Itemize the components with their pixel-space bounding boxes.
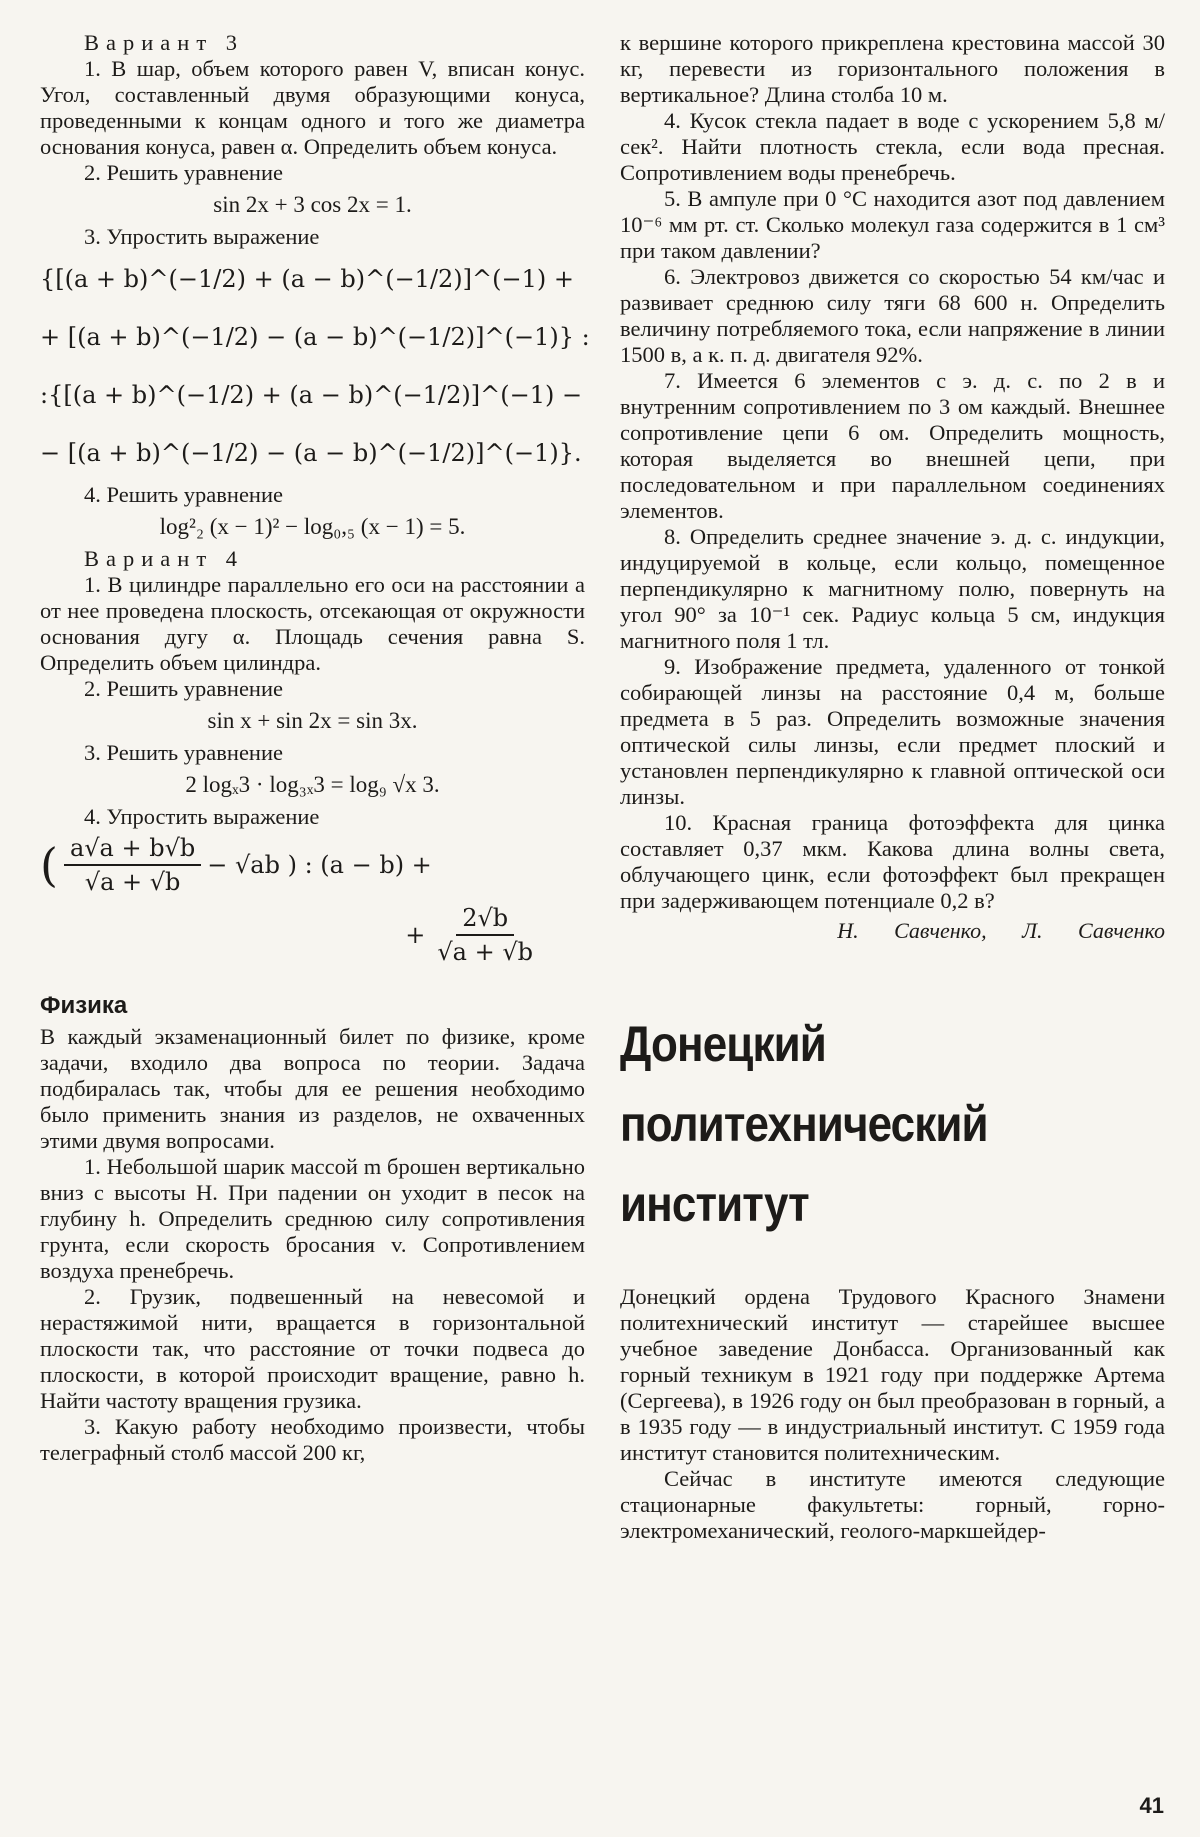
v3-expr-line-2: + [(a + b)^(−1/2) − (a − b)^(−1/2)]^(−1)} :	[40, 323, 590, 351]
v4-problem-2: 2. Решить уравнение	[84, 676, 283, 701]
v4-problem-4: 4. Упростить выражение	[84, 804, 320, 829]
variant-4-heading: Вариант 4	[84, 546, 245, 571]
physics-problem-2: 2. Грузик, подвешенный на невесомой и нерастяжимой нити, вращается в горизонтальной плоскости так, что расстояние от точки подвеса до плоскости, в которой происходит вращение, равно h. Найти частоту вращения грузика.	[40, 1284, 585, 1413]
v3-expr-line-4: − [(a + b)^(−1/2) − (a − b)^(−1/2)]^(−1)}.	[40, 439, 582, 467]
title-line-2: политехнический	[620, 1096, 988, 1152]
v4-problem-1: 1. В цилиндре параллельно его оси на расстоянии a от нее проведена плоскость, отсекающая от окружности основания дугу α. Площадь сечения равна S. Определить объем цилиндра.	[40, 572, 585, 675]
physics-problem-8: 8. Определить среднее значение э. д. с. индукции, индуцируемой в кольце, если кольцо, помещенное перпендикулярно к магнитному полю, повернуть на угол 90° за 10⁻¹ сек. Радиус кольца 5 см, индукция магнитного поля 1 тл.	[620, 524, 1165, 653]
open-paren: (	[40, 838, 58, 892]
left-column	[40, 30, 590, 1466]
title-line-3: институт	[620, 1176, 809, 1232]
physics-problem-10: 10. Красная граница фотоэффекта для цинка составляет 0,37 мкм. Какова длина волны света, облучающего цинк, если фотоэффект был прекращен при задерживающем потенциале 0,2 в?	[620, 810, 1165, 913]
v4-fraction-2-den: √a + √b	[437, 938, 533, 966]
variant-3-heading: Вариант 3	[84, 30, 245, 55]
v3-problem-4: 4. Решить уравнение	[84, 482, 283, 507]
v3-expr-line-3: :{[(a + b)^(−1/2) + (a − b)^(−1/2)]^(−1) −	[40, 381, 583, 409]
physics-intro: В каждый экзаменационный билет по физике, кроме задачи, входило два вопроса по теории. Задача подбиралась так, чтобы для ее решения необходимо было применить знания из разделов, не охваченных этими двумя вопросами.	[40, 1024, 585, 1153]
v3-equation-4: log²₂ (x − 1)² − log₀,₅ (x − 1) = 5.	[159, 514, 466, 539]
v3-expression	[40, 250, 590, 482]
v4-fraction-1-den: √a + √b	[84, 868, 181, 896]
v3-problem-1: 1. В шар, объем которого равен V, вписан конус. Угол, составленный двумя образующими конуса, проведенными к концам одного и того же диаметра основания конуса, равен α. Определить объем конуса.	[40, 56, 585, 159]
v3-expr-line-1: {[(a + b)^(−1/2) + (a − b)^(−1/2)]^(−1) +	[40, 265, 574, 293]
physics-problem-5: 5. В ампуле при 0 °С находится азот под давлением 10⁻⁶ мм рт. ст. Сколько молекул газа содержится в 1 см³ при таком давлении?	[620, 186, 1165, 263]
v4-equation-2: sin x + sin 2x = sin 3x.	[207, 708, 418, 733]
physics-problem-7: 7. Имеется 6 элементов с э. д. с. по 2 в и внутренним сопротивлением по 3 ом каждый. Внешнее сопротивление цепи 6 ом. Определить мощность, которая выделяется во внешней цепи, при последовательном и при параллельном соединениях элементов.	[620, 368, 1165, 523]
page-number: 41	[1139, 1793, 1164, 1818]
v4-expression-line-2	[40, 900, 585, 970]
authors-signature: Н. Савченко, Л. Савченко	[837, 918, 1165, 943]
title-line-1: Донецкий	[620, 1016, 826, 1072]
physics-problem-3: 3. Какую работу необходимо произвести, чтобы телеграфный столб массой 200 кг,	[40, 1414, 585, 1465]
v4-fraction-1	[64, 834, 201, 896]
physics-problem-1: 1. Небольшой шарик массой m брошен вертикально вниз с высоты H. При падении он уходит в песок на глубину h. Определить среднюю силу сопротивления грунта, если скорость бросания v. Сопротивлением воздуха пренебречь.	[40, 1154, 585, 1283]
physics-problem-9: 9. Изображение предмета, удаленного от тонкой собирающей линзы на расстояние 0,4 м, больше предмета в 5 раз. Определить возможные значения оптической силы линзы, если предмет плоский и установлен перпендикулярно к главной оптической оси линзы.	[620, 654, 1165, 809]
v4-fraction-2	[431, 904, 539, 966]
institute-article	[620, 1284, 1165, 1544]
v4-fraction-2-num: 2√b	[456, 904, 514, 936]
v4-fraction-1-num: a√a + b√b	[64, 834, 201, 866]
institute-paragraph-2: Сейчас в институте имеются следующие стационарные факультеты: горный, горно-электромеханический, геолого-маркшейдер-	[620, 1466, 1165, 1543]
v4-expression-line-1	[40, 830, 585, 900]
institute-paragraph-1: Донецкий ордена Трудового Красного Знамени политехнический институт — старейшее высшее учебное заведение Донбасса. Организованный как горный техникум в 1921 году при поддержке Артема (Сергеева), в 1926 году он был преобразован в горный, а в 1935 году — в индустриальный институт. С 1959 года институт становится политехническим.	[620, 1284, 1165, 1465]
v3-equation-2: sin 2x + 3 cos 2x = 1.	[213, 192, 412, 217]
v4-expression-tail: − √ab ) : (a − b) +	[207, 851, 432, 879]
physics-problem-6: 6. Электровоз движется со скоростью 54 км/час и развивает среднюю силу тяги 68 600 н. Определить величину потребляемого тока, если напряжение в линии 1500 в, а к. п. д. двигателя 92%.	[620, 264, 1165, 367]
physics-problem-3-cont: к вершине которого прикреплена крестовина массой 30 кг, перевести из горизонтального положения в вертикальное? Длина столба 10 м.	[620, 30, 1165, 107]
right-column	[620, 30, 1165, 1544]
v3-problem-2: 2. Решить уравнение	[84, 160, 283, 185]
plus-sign: +	[405, 921, 426, 949]
physics-heading: Физика	[40, 992, 128, 1019]
v3-problem-3: 3. Упростить выражение	[84, 224, 320, 249]
physics-problem-4: 4. Кусок стекла падает в воде с ускорением 5,8 м/сек². Найти плотность стекла, если вода пресная. Сопротивлением воды пренебречь.	[620, 108, 1165, 185]
v4-problem-3: 3. Решить уравнение	[84, 740, 283, 765]
v4-equation-3: 2 logₓ3 · log₃ₓ3 = log₉ √x 3.	[185, 772, 440, 797]
institute-title	[620, 1004, 1165, 1244]
